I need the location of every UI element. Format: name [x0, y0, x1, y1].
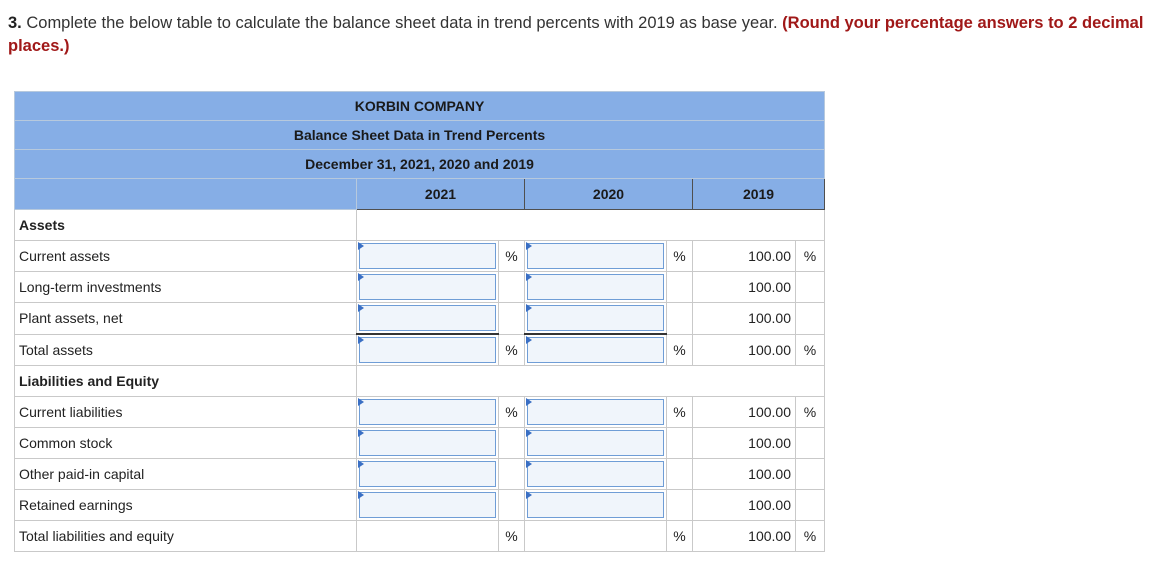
- year-header-2020: 2020: [525, 179, 693, 210]
- row-label: Current liabilities: [15, 397, 357, 428]
- percent-blank: [499, 272, 525, 303]
- base-value-2019: 100.00: [693, 334, 796, 366]
- trend-input-2020[interactable]: [527, 492, 664, 518]
- input-cell-2020: [525, 334, 667, 366]
- trend-input-2021[interactable]: [359, 430, 496, 456]
- input-marker-icon: [358, 491, 364, 499]
- input-marker-icon: [526, 460, 532, 468]
- percent-sign: %: [667, 241, 693, 272]
- percent-blank: [796, 459, 825, 490]
- table-date: December 31, 2021, 2020 and 2019: [15, 150, 825, 179]
- section-label-assets: Assets: [15, 210, 357, 241]
- input-cell-2021: [357, 428, 499, 459]
- percent-sign: %: [499, 397, 525, 428]
- percent-sign: %: [796, 334, 825, 366]
- percent-blank: [499, 490, 525, 521]
- input-cell-2021: [357, 397, 499, 428]
- trend-input-2020[interactable]: [527, 337, 664, 363]
- company-name: KORBIN COMPANY: [15, 92, 825, 121]
- table-row: [15, 521, 825, 552]
- header-blank: [15, 179, 357, 210]
- percent-sign: %: [499, 241, 525, 272]
- base-value-2019: 100.00: [693, 241, 796, 272]
- percent-blank: [796, 272, 825, 303]
- trend-input-2021[interactable]: [359, 243, 496, 269]
- year-header-2021: 2021: [357, 179, 525, 210]
- input-cell-2021: [357, 334, 499, 366]
- input-cell-2020: [525, 241, 667, 272]
- input-cell-2021: [357, 272, 499, 303]
- table-row: [15, 241, 825, 272]
- trend-input-2020[interactable]: [527, 274, 664, 300]
- rounding-hint: (Round your percentage answers to 2 decimal places.): [8, 14, 1144, 55]
- input-marker-icon: [526, 336, 532, 344]
- input-marker-icon: [526, 398, 532, 406]
- trend-input-2020[interactable]: [527, 430, 664, 456]
- base-value-2019: 100.00: [693, 521, 796, 552]
- percent-blank: [667, 303, 693, 335]
- row-label: Total liabilities and equity: [15, 521, 357, 552]
- table-row: [15, 397, 825, 428]
- input-cell-2021: [357, 241, 499, 272]
- trend-input-2021[interactable]: [359, 492, 496, 518]
- question-body: Complete the below table to calculate the balance sheet data in trend percents with 2019 as base year.: [21, 14, 783, 32]
- base-value-2019: 100.00: [693, 303, 796, 335]
- table-row: [15, 272, 825, 303]
- input-cell-2021: [357, 459, 499, 490]
- input-marker-icon: [358, 460, 364, 468]
- trend-input-2020[interactable]: [527, 461, 664, 487]
- table-row: [15, 303, 825, 335]
- percent-sign: %: [796, 397, 825, 428]
- percent-sign: %: [667, 397, 693, 428]
- percent-sign: %: [796, 241, 825, 272]
- percent-blank: [499, 459, 525, 490]
- percent-sign: %: [667, 334, 693, 366]
- input-marker-icon: [358, 429, 364, 437]
- percent-blank: [667, 428, 693, 459]
- header-years-row: [15, 179, 825, 210]
- percent-sign: %: [499, 521, 525, 552]
- section-spacer: [357, 366, 825, 397]
- percent-blank: [796, 490, 825, 521]
- trend-input-2021[interactable]: [359, 305, 496, 331]
- input-marker-icon: [526, 273, 532, 281]
- row-label: Long-term investments: [15, 272, 357, 303]
- base-value-2019: 100.00: [693, 428, 796, 459]
- table-row: [15, 428, 825, 459]
- input-cell-2020: [525, 490, 667, 521]
- question-number: 3.: [8, 14, 22, 32]
- percent-blank: [667, 459, 693, 490]
- header-date-row: [15, 150, 825, 179]
- total-cell-2020: [525, 521, 667, 552]
- row-label: Plant assets, net: [15, 303, 357, 335]
- trend-input-2021[interactable]: [359, 274, 496, 300]
- question-text: [8, 12, 1158, 58]
- base-value-2019: 100.00: [693, 459, 796, 490]
- trend-input-2021[interactable]: [359, 399, 496, 425]
- input-marker-icon: [526, 304, 532, 312]
- input-cell-2021: [357, 303, 499, 335]
- trend-percent-table: [14, 91, 825, 552]
- input-marker-icon: [526, 491, 532, 499]
- section-row-liabilities: [15, 366, 825, 397]
- input-marker-icon: [358, 336, 364, 344]
- base-value-2019: 100.00: [693, 397, 796, 428]
- percent-blank: [796, 428, 825, 459]
- input-marker-icon: [358, 398, 364, 406]
- trend-input-2021[interactable]: [359, 461, 496, 487]
- input-cell-2020: [525, 303, 667, 335]
- input-marker-icon: [358, 273, 364, 281]
- percent-blank: [796, 303, 825, 335]
- input-cell-2020: [525, 428, 667, 459]
- table-row: [15, 459, 825, 490]
- header-company-row: [15, 92, 825, 121]
- section-row-assets: [15, 210, 825, 241]
- input-marker-icon: [358, 304, 364, 312]
- section-spacer: [357, 210, 825, 241]
- table-row: [15, 334, 825, 366]
- percent-blank: [667, 490, 693, 521]
- row-label: Total assets: [15, 334, 357, 366]
- input-marker-icon: [526, 429, 532, 437]
- trend-input-2020[interactable]: [527, 399, 664, 425]
- row-label: Current assets: [15, 241, 357, 272]
- base-value-2019: 100.00: [693, 490, 796, 521]
- total-cell-2021: [357, 521, 499, 552]
- trend-input-2020[interactable]: [527, 305, 664, 331]
- trend-input-2020[interactable]: [527, 243, 664, 269]
- percent-blank: [499, 303, 525, 335]
- percent-sign: %: [796, 521, 825, 552]
- input-cell-2020: [525, 397, 667, 428]
- table-row: [15, 490, 825, 521]
- input-marker-icon: [526, 242, 532, 250]
- row-label: Retained earnings: [15, 490, 357, 521]
- row-label: Other paid-in capital: [15, 459, 357, 490]
- trend-input-2021[interactable]: [359, 337, 496, 363]
- input-cell-2020: [525, 272, 667, 303]
- percent-blank: [499, 428, 525, 459]
- percent-sign: %: [499, 334, 525, 366]
- row-label: Common stock: [15, 428, 357, 459]
- input-cell-2020: [525, 459, 667, 490]
- year-header-2019: 2019: [693, 179, 825, 210]
- section-label-liabilities: Liabilities and Equity: [15, 366, 357, 397]
- input-marker-icon: [358, 242, 364, 250]
- header-subtitle-row: [15, 121, 825, 150]
- input-cell-2021: [357, 490, 499, 521]
- percent-blank: [667, 272, 693, 303]
- percent-sign: %: [667, 521, 693, 552]
- table-subtitle: Balance Sheet Data in Trend Percents: [15, 121, 825, 150]
- base-value-2019: 100.00: [693, 272, 796, 303]
